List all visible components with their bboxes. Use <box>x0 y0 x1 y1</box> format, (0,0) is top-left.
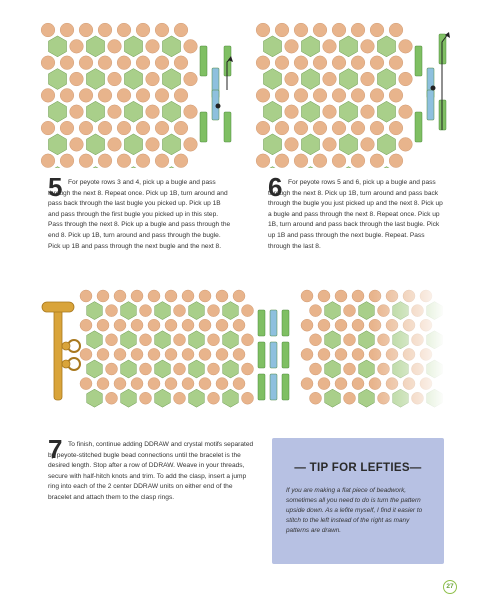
crystal-bead <box>163 134 181 155</box>
seed-bead <box>146 138 160 152</box>
seed-bead <box>323 138 337 152</box>
crystal-bead <box>87 101 105 122</box>
seed-bead <box>155 23 169 37</box>
seed-bead <box>370 154 384 168</box>
seed-bead <box>79 23 93 37</box>
crystal-bead <box>302 69 320 90</box>
seed-bead <box>256 89 270 103</box>
step-number: 6 <box>268 172 283 202</box>
seed-bead <box>256 154 270 168</box>
crystal-bead <box>302 36 320 57</box>
seed-bead <box>79 121 93 135</box>
step-text: To finish, continue adding DDRAW and crystal motifs separated by peyote-stitched bugle bead connections until the bracelet is the desired length. Stop after a row of DDRAW. Weave in your threads, secure with half-hitch knots and trim. To add the clasp, insert a jump ring into each of the 2 center DDRAW units on either end of the bracelet and attach them to the clasp rings. <box>48 441 254 501</box>
seed-bead <box>98 89 112 103</box>
seed-bead <box>323 40 337 54</box>
step-text: For peyote rows 5 and 6, pick up a bugle and pass through the next 8. Pick up 1B, turn around and pass back through the bugle you just picked up and the next 8. Pick up a bugle and pass through the next 8. Repeat once. Pick up 1B, turn around and pass back through the last bugle. Pick up 1B and pass through the next bugle. Repeat. Pass through the last 8. <box>268 179 443 250</box>
step-5 <box>48 172 232 252</box>
step-6 <box>268 172 448 252</box>
seed-bead <box>146 40 160 54</box>
crystal-bead <box>378 36 396 57</box>
seed-bead <box>136 56 150 70</box>
seed-bead <box>370 89 384 103</box>
seed-bead <box>294 121 308 135</box>
seed-bead <box>184 105 198 119</box>
seed-bead <box>389 89 403 103</box>
seed-bead <box>98 121 112 135</box>
seed-bead <box>136 89 150 103</box>
seed-bead <box>285 40 299 54</box>
seed-bead <box>41 154 55 168</box>
crystal-bead <box>87 134 105 155</box>
seed-bead <box>351 23 365 37</box>
seed-bead <box>285 138 299 152</box>
seed-bead <box>332 56 346 70</box>
seed-bead <box>313 56 327 70</box>
seed-bead <box>285 105 299 119</box>
needle-dot-icon <box>431 86 436 91</box>
seed-bead <box>117 154 131 168</box>
seed-bead <box>108 105 122 119</box>
seed-bead <box>313 89 327 103</box>
bugle-bead <box>224 112 231 142</box>
seed-bead <box>275 89 289 103</box>
needle-dot-icon <box>216 104 221 109</box>
seed-bead <box>136 23 150 37</box>
crystal-bead <box>264 36 282 57</box>
seed-bead <box>389 23 403 37</box>
seed-bead <box>108 40 122 54</box>
seed-bead <box>41 89 55 103</box>
seed-bead <box>389 154 403 168</box>
seed-bead <box>294 89 308 103</box>
fade-overlay <box>36 284 446 420</box>
seed-bead <box>117 89 131 103</box>
seed-bead <box>98 56 112 70</box>
tip-title: — TIP FOR LEFTIES— <box>294 462 422 474</box>
seed-bead <box>60 89 74 103</box>
tip-for-lefties-box <box>272 438 444 564</box>
seed-bead <box>117 121 131 135</box>
seed-bead <box>184 40 198 54</box>
seed-bead <box>184 138 198 152</box>
seed-bead <box>294 154 308 168</box>
crystal-bead <box>163 101 181 122</box>
seed-bead <box>256 23 270 37</box>
crystal-bead <box>125 101 143 122</box>
seed-bead <box>174 121 188 135</box>
figure-step-7-bracelet-diagram <box>36 284 446 420</box>
bugle-bead <box>200 112 207 142</box>
page-number: 27 <box>443 580 457 594</box>
crystal-bead <box>125 36 143 57</box>
seed-bead <box>174 154 188 168</box>
crystal-bead <box>340 69 358 90</box>
figure-step-5-diagram <box>40 20 240 168</box>
seed-bead <box>174 23 188 37</box>
seed-bead <box>70 138 84 152</box>
bugle-bead <box>200 46 207 76</box>
seed-bead <box>60 154 74 168</box>
bugle-bead <box>427 90 434 120</box>
seed-bead <box>399 138 413 152</box>
seed-bead <box>155 89 169 103</box>
seed-bead <box>41 121 55 135</box>
seed-bead <box>351 154 365 168</box>
seed-bead <box>389 121 403 135</box>
step-number: 5 <box>48 172 63 202</box>
seed-bead <box>389 56 403 70</box>
crystal-bead <box>87 36 105 57</box>
seed-bead <box>70 40 84 54</box>
seed-bead <box>79 154 93 168</box>
seed-bead <box>294 56 308 70</box>
seed-bead <box>256 121 270 135</box>
seed-bead <box>313 23 327 37</box>
seed-bead <box>146 72 160 86</box>
bugle-bead <box>415 112 422 142</box>
seed-bead <box>332 154 346 168</box>
seed-bead <box>174 89 188 103</box>
seed-bead <box>98 154 112 168</box>
crystal-bead <box>125 69 143 90</box>
crystal-bead <box>340 36 358 57</box>
seed-bead <box>323 105 337 119</box>
figure-step-6-diagram <box>255 20 455 168</box>
tip-body: If you are making a flat piece of beadwork, sometimes all you need to do is turn the pattern upside down. As a lefite myself, I find it easier to stitch to the left instead of the right as many patterns are drawn. <box>286 487 423 534</box>
crystal-bead <box>378 134 396 155</box>
crystal-bead <box>49 101 67 122</box>
seed-bead <box>60 56 74 70</box>
seed-bead <box>98 23 112 37</box>
crystal-bead <box>264 69 282 90</box>
crystal-bead <box>340 101 358 122</box>
seed-bead <box>136 154 150 168</box>
crystal-bead <box>378 101 396 122</box>
seed-bead <box>399 105 413 119</box>
seed-bead <box>155 154 169 168</box>
seed-bead <box>108 138 122 152</box>
seed-bead <box>184 72 198 86</box>
seed-bead <box>361 105 375 119</box>
step-text: For peyote rows 3 and 4, pick up a bugle and pass through the next 8. Repeat once. Pick up 1B, turn around and pass back through the last bugle you picked up. Pick up 1B and pass through the first bugle you picked up in this step. Pass through the next 8. Pick up a bugle and pass through the end 8. Pick up 1B, turn around and pass through the bugle. Pick up 1B and pass through the next bugle and the next 8. <box>48 179 231 250</box>
seed-bead <box>332 23 346 37</box>
seed-bead <box>370 121 384 135</box>
crystal-bead <box>264 101 282 122</box>
crystal-bead <box>340 134 358 155</box>
seed-bead <box>370 56 384 70</box>
seed-bead <box>275 23 289 37</box>
crystal-bead <box>378 69 396 90</box>
seed-bead <box>108 72 122 86</box>
seed-bead <box>294 23 308 37</box>
crystal-bead <box>163 36 181 57</box>
seed-bead <box>285 72 299 86</box>
seed-bead <box>41 23 55 37</box>
seed-bead <box>351 121 365 135</box>
crystal-bead <box>49 36 67 57</box>
seed-bead <box>256 56 270 70</box>
seed-bead <box>155 121 169 135</box>
crystal-bead <box>87 69 105 90</box>
seed-bead <box>332 89 346 103</box>
crystal-bead <box>49 134 67 155</box>
seed-bead <box>70 105 84 119</box>
seed-bead <box>323 72 337 86</box>
crystal-bead <box>302 101 320 122</box>
seed-bead <box>155 56 169 70</box>
step-number: 7 <box>48 434 63 464</box>
seed-bead <box>41 56 55 70</box>
seed-bead <box>79 56 93 70</box>
seed-bead <box>370 23 384 37</box>
seed-bead <box>275 121 289 135</box>
seed-bead <box>351 56 365 70</box>
seed-bead <box>275 154 289 168</box>
seed-bead <box>361 40 375 54</box>
seed-bead <box>399 40 413 54</box>
step-7 <box>48 434 254 504</box>
seed-bead <box>146 105 160 119</box>
seed-bead <box>361 138 375 152</box>
seed-bead <box>351 89 365 103</box>
seed-bead <box>117 23 131 37</box>
crystal-bead <box>264 134 282 155</box>
seed-bead <box>136 121 150 135</box>
seed-bead <box>174 56 188 70</box>
seed-bead <box>313 154 327 168</box>
crystal-bead <box>125 134 143 155</box>
seed-bead <box>332 121 346 135</box>
crystal-bead <box>49 69 67 90</box>
seed-bead <box>79 89 93 103</box>
seed-bead <box>361 72 375 86</box>
crystal-bead <box>163 69 181 90</box>
seed-bead <box>275 56 289 70</box>
bugle-bead <box>415 46 422 76</box>
crystal-bead <box>302 134 320 155</box>
seed-bead <box>70 72 84 86</box>
seed-bead <box>313 121 327 135</box>
seed-bead <box>117 56 131 70</box>
seed-bead <box>60 23 74 37</box>
seed-bead <box>399 72 413 86</box>
seed-bead <box>60 121 74 135</box>
